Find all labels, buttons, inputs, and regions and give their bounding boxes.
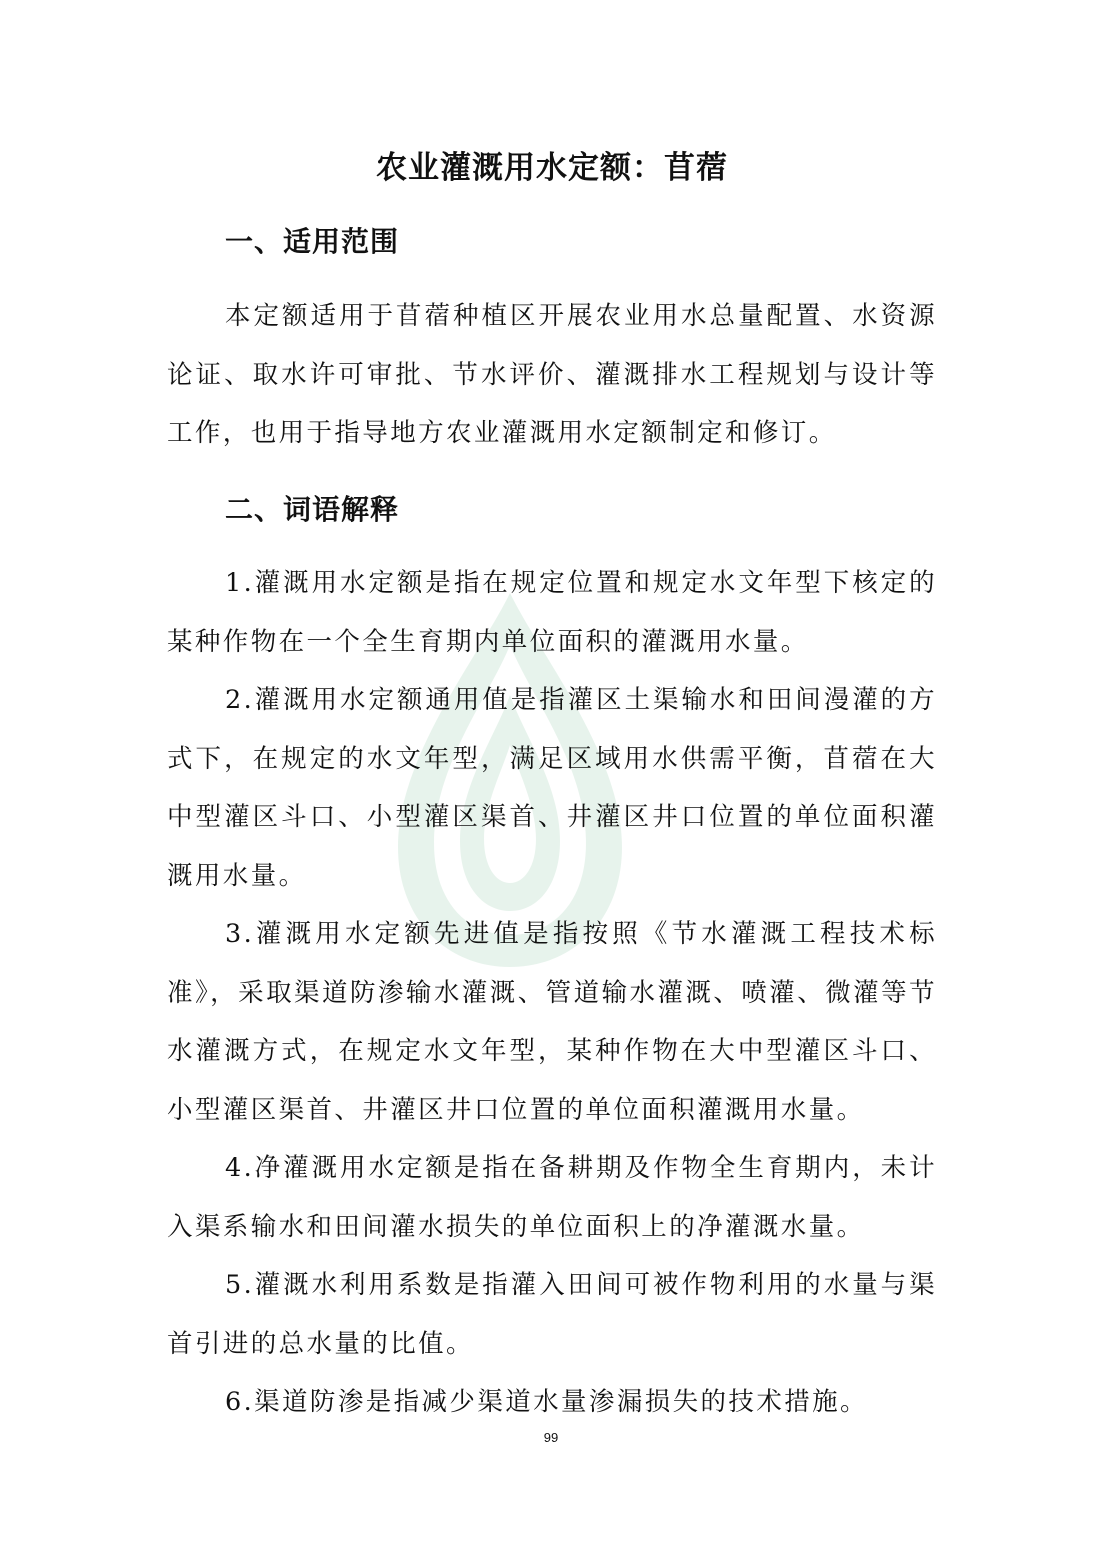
definition-paragraph-3: 3.灌溉用水定额先进值是指按照《节水灌溉工程技术标准》，采取渠道防渗输水灌溉、管道输水灌溉、喷灌、微灌等节水灌溉方式，在规定水文年型，某种作物在大中型灌区斗口、小型灌区渠首、井灌区井口位置的单位面积灌溉用水量。 <box>167 919 937 1125</box>
section-heading-definitions: 二、词语解释 <box>225 493 400 526</box>
document-title: 农业灌溉用水定额：苜蓿 <box>376 150 728 186</box>
definition-paragraph-6: 6.渠道防渗是指减少渠道水量渗漏损失的技术措施。 <box>225 1387 868 1417</box>
scope-paragraph: 本定额适用于苜蓿种植区开展农业用水总量配置、水资源论证、取水许可审批、节水评价、灌溉排水工程规划与设计等工作，也用于指导地方农业灌溉用水定额制定和修订。 <box>167 301 937 448</box>
definition-paragraph-5: 5.灌溉水利用系数是指灌入田间可被作物利用的水量与渠首引进的总水量的比值。 <box>167 1270 937 1359</box>
definition-paragraph-1: 1.灌溉用水定额是指在规定位置和规定水文年型下核定的某种作物在一个全生育期内单位面积的灌溉用水量。 <box>167 568 937 657</box>
page-number: 99 <box>543 1430 559 1445</box>
definition-paragraph-4: 4.净灌溉用水定额是指在备耕期及作物全生育期内，未计入渠系输水和田间灌水损失的单位面积上的净灌溉水量。 <box>167 1153 937 1242</box>
section-heading-scope: 一、适用范围 <box>225 225 400 258</box>
definition-paragraph-2: 2.灌溉用水定额通用值是指灌区土渠输水和田间漫灌的方式下，在规定的水文年型，满足区域用水供需平衡，苜蓿在大中型灌区斗口、小型灌区渠首、井灌区井口位置的单位面积灌溉用水量。 <box>167 685 937 891</box>
